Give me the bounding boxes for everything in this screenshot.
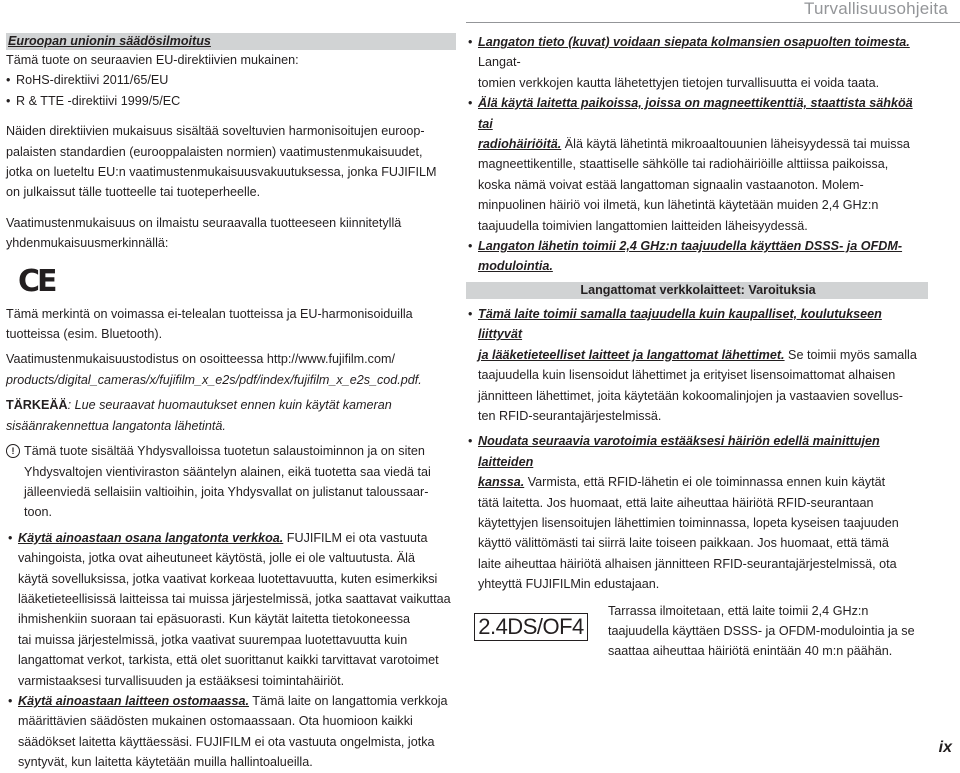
directive-item: • R & TTE -direktiivi 1999/5/EC <box>6 91 456 111</box>
page-header-title: Turvallisuusohjeita <box>804 0 948 18</box>
bullet-magnetic-fields: • Älä käytä laitetta paikoissa, joissa on magneettikenttiä, staattista sähköä tai radiohäiriöitä. Älä käytä lähetintä mikroaaltouunien läheisyydessä tai muissa magneettikentille, staattiselle sähkölle tai radiohäiriöille alttiissa paikoissa, koska nämä voivat estää langattoman signaalin vastaanoton. Molem- minpuolinen häiriö voi ilmetä, kun lähetintä käytetään muiden 2,4 GHz:n taajuudella toimivien langattomien laitteiden läheisyydessä. <box>466 93 928 236</box>
marking-validity-paragraph: Tämä merkintä on voimassa ei-telealan tuotteissa ja EU-harmonisoiduilla tuotteissa (esim. Bluetooth). <box>6 306 413 342</box>
declaration-url-paragraph: Vaatimustenmukaisuustodistus on osoitteessa http://www.fujifilm.com/ products/digital_cameras/x/fujifilm_x_e2s/pdf/index/fujifilm_x_e2s_cod.pdf. <box>6 352 422 387</box>
bullet-icon: • <box>468 434 473 449</box>
bullet-icon: • <box>8 530 13 545</box>
frequency-label-description: Tarrassa ilmoitetaan, että laite toimii 2,4 GHz:n taajuudella käyttäen DSSS- ja OFDM-modulointia ja se saattaa aiheuttaa häiriötä enintään 40 m:n päähän. <box>608 603 915 659</box>
frequency-label-section <box>466 601 928 683</box>
eu-intro: Tämä tuote on seuraavien EU-direktiivien mukainen: <box>6 53 299 67</box>
bullet-interference-precautions: • Noudata seuraavia varotoimia estääksesi häiriön edellä mainittujen laitteiden kanssa. Varmista, että RFID-lähetin ei ole toiminnassa ennen kuin käytät tätä laitetta. Jos huomaat, että laite aiheuttaa häiriötä RFID-seurantaan käytettyjen lisensoitujen lähettimien toiminnassa, lopeta kyseisen taajuuden käyttö välittömästi tai siirrä laite toiseen paikkaan. Jos huomaat, että tämä laite aiheuttaa häiriötä alhaisen jännitteen RFID-seurantajärjestelmissä, ota yhteyttä FUJIFILMin edustajaan. <box>466 431 928 594</box>
header-divider <box>466 22 960 23</box>
conformity-paragraph: Näiden direktiivien mukaisuus sisältää soveltuvien harmonisoitujen euroop- palaisten standardien (eurooppalaisten normien) vaatimustenmukaisuudet, jotka on lueteltu EU:n vaatimustenmukaisuusvakuutuksessa, jonka FUJIFILM on julkaissut tälle tuotteelle tai tuoteperheelle. <box>6 124 437 200</box>
wireless-warnings-heading: Langattomat verkkolaitteet: Varoituksia <box>466 282 928 299</box>
important-notice: TÄRKEÄÄ: Lue seuraavat huomautukset ennen kuin käytät kameran sisäänrakennettua langatonta lähetintä. <box>6 398 392 433</box>
bullet-icon: • <box>6 73 11 88</box>
bullet-icon: • <box>468 35 473 49</box>
marking-paragraph: Vaatimustenmukaisuus on ilmaistu seuraavalla tuotteeseen kiinnitetyllä yhdenmukaisuusmerkinnällä: <box>6 215 402 251</box>
directive-item: • RoHS-direktiivi 2011/65/EU <box>6 70 456 90</box>
bullet-frequency: • Langaton lähetin toimii 2,4 GHz:n taajuudella käyttäen DSSS- ja OFDM-modulointia. <box>466 236 928 277</box>
frequency-label-logo: 2.4DS/OF4 <box>474 613 588 641</box>
eu-declaration-heading: Euroopan unionin säädösilmoitus <box>6 33 456 50</box>
bullet-icon: • <box>468 96 473 111</box>
page-number: ix <box>938 738 952 756</box>
left-column <box>6 33 456 773</box>
right-column <box>466 32 928 683</box>
export-warning: ! Tämä tuote sisältää Yhdysvalloissa tuotetun salaustoiminnon ja on siten Yhdysvaltojen vientiviraston sääntelyn alainen, eikä tuotetta saa viedä tai jälleenviedä sellaisiin valtioihin, joita Yhdysvallat on julistanut taloussaar- toon. <box>6 441 456 523</box>
bullet-shared-frequency: • Tämä laite toimii samalla taajuudella kuin kaupalliset, koulutukseen liittyvät ja lääketieteelliset laitteet ja langattomat lähettimet. Se toimii myös samalla taajuudella kuin lisensoidut lähettimet ja erityiset lisensoimattomat alhaisen jännitteen lähettimet, joita käytetään kokoomalinjojen ja vastaavien sovellus- ten RFID-seurantajärjestelmissä. <box>466 304 928 426</box>
bullet-icon: • <box>468 239 473 254</box>
bullet-data-interception: • Langaton tieto (kuvat) voidaan siepata kolmansien osapuolten toimesta. Langat- tomien verkkojen kautta lähetettyjen tietojen turvallisuutta ei voida taata. <box>466 32 928 93</box>
ce-mark-icon: CE <box>18 263 55 299</box>
exclamation-circle-icon: ! <box>6 444 20 458</box>
bullet-country-of-purchase: • Käytä ainoastaan laitteen ostomaassa. Tämä laite on langattomia verkkoja määrittävien säädösten mukainen ostomaassaan. Ota huomioon kaikki säädökset laitetta käyttäessäsi. FUJIFILM ei ota vastuuta ongelmista, jotka syntyvät, kun laitetta käytetään muilla hallintoalueilla. <box>6 691 456 773</box>
bullet-icon: • <box>468 306 473 321</box>
bullet-icon: • <box>8 693 13 708</box>
bullet-icon: • <box>6 93 11 108</box>
bullet-wireless-network-only: • Käytä ainoastaan osana langatonta verkkoa. FUJIFILM ei ota vastuuta vahingoista, jotka ovat aiheutuneet käytöstä, jolle ei ole valtuutusta. Älä käytä sovelluksissa, jotka vaativat korkeaa luotettavuutta, kuten esimerkiksi lääketieteellisissä laitteissa tai muissa järjestelmissä, jotka saattavat vaikuttaa ihmishenkiin suoraan tai epäsuorasti. Kun käytät laitetta tietokoneessa tai muissa järjestelmissä, jotka vaativat suurempaa luotettavuutta kuin langattomat verkot, tarkista, että olet suorittanut kaikki tarvittavat varotoimet varmistaaksesi turvallisuuden ja estääksesi toimintahäiriöt. <box>6 528 456 691</box>
